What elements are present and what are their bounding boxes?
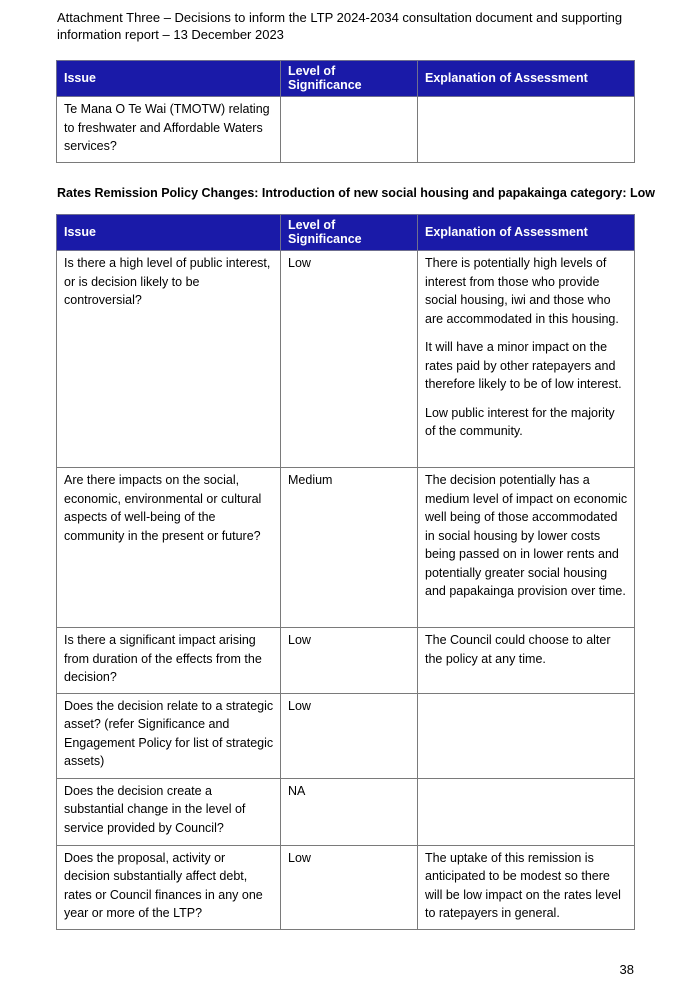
- explanation-cell: [418, 251, 635, 468]
- explanation-cell: [418, 693, 635, 778]
- table-row: [57, 628, 635, 694]
- issue-cell: Is there a significant impact arising from duration of the effects from the decision?: [57, 628, 281, 694]
- issue-cell: Does the proposal, activity or decision substantially affect debt, rates or Council finances in any one year or more of the LTP?: [57, 845, 281, 929]
- explanation-paragraph: The Council could choose to alter the policy at any time.: [425, 633, 611, 666]
- issue-cell: Te Mana O Te Wai (TMOTW) relating to freshwater and Affordable Waters services?: [57, 97, 281, 163]
- level-cell: Low: [281, 251, 418, 468]
- column-header-level: Level of Significance: [281, 215, 418, 251]
- issue-cell: Is there a high level of public interest, or is decision likely to be controversial?: [57, 251, 281, 468]
- level-cell: Medium: [281, 468, 418, 628]
- table-significance-assessment: [56, 214, 635, 930]
- level-cell: Low: [281, 845, 418, 929]
- column-header-explanation: Explanation of Assessment: [418, 61, 635, 97]
- table-row: [57, 251, 635, 468]
- table-row: [57, 778, 635, 845]
- column-header-issue: Issue: [57, 215, 281, 251]
- explanation-cell: [418, 628, 635, 694]
- level-cell: Low: [281, 693, 418, 778]
- explanation-paragraph: The decision potentially has a medium level of impact on economic well being of those accommodated in social housing by lower costs being passed on in lower rents and potentially greater social housing and papakainga provision over time.: [425, 473, 628, 598]
- table-row: [57, 845, 635, 929]
- issue-cell: Are there impacts on the social, economic, environmental or cultural aspects of well-being of the community in the present or future?: [57, 468, 281, 628]
- level-cell: [281, 97, 418, 163]
- issue-cell: Does the decision relate to a strategic asset? (refer Significance and Engagement Policy for list of strategic assets): [57, 693, 281, 778]
- explanation-paragraph: Low public interest for the majority of the community.: [425, 405, 615, 438]
- explanation-paragraph: It will have a minor impact on the rates paid by other ratepayers and therefore likely to be of low interest.: [425, 340, 622, 391]
- section-title: Rates Remission Policy Changes: Introduction of new social housing and papakainga category: Low: [57, 186, 656, 200]
- explanation-cell: [418, 845, 635, 929]
- column-header-level: Level of Significance: [281, 61, 418, 97]
- level-cell: NA: [281, 778, 418, 845]
- table-row: [57, 468, 635, 628]
- explanation-paragraph: There is potentially high levels of interest from those who provide social housing, iwi and those who are accommodated in this housing.: [425, 256, 619, 326]
- level-cell: Low: [281, 628, 418, 694]
- table-row: [57, 693, 635, 778]
- column-header-explanation: Explanation of Assessment: [418, 215, 635, 251]
- page-header: Attachment Three – Decisions to inform the LTP 2024-2034 consultation document and supporting information report – 13 December 2023: [57, 10, 623, 42]
- explanation-cell: [418, 97, 635, 163]
- explanation-paragraph: The uptake of this remission is anticipated to be modest so there will be low impact on the rates level to ratepayers in general.: [425, 850, 621, 920]
- page-number: 38: [619, 962, 634, 977]
- column-header-issue: Issue: [57, 61, 281, 97]
- explanation-cell: [418, 468, 635, 628]
- table-header-row: [57, 61, 635, 97]
- table-toplevel-continued: [56, 60, 635, 163]
- explanation-cell: [418, 778, 635, 845]
- table-row: [57, 97, 635, 163]
- table-header-row: [57, 215, 635, 251]
- issue-cell: Does the decision create a substantial change in the level of service provided by Council?: [57, 778, 281, 845]
